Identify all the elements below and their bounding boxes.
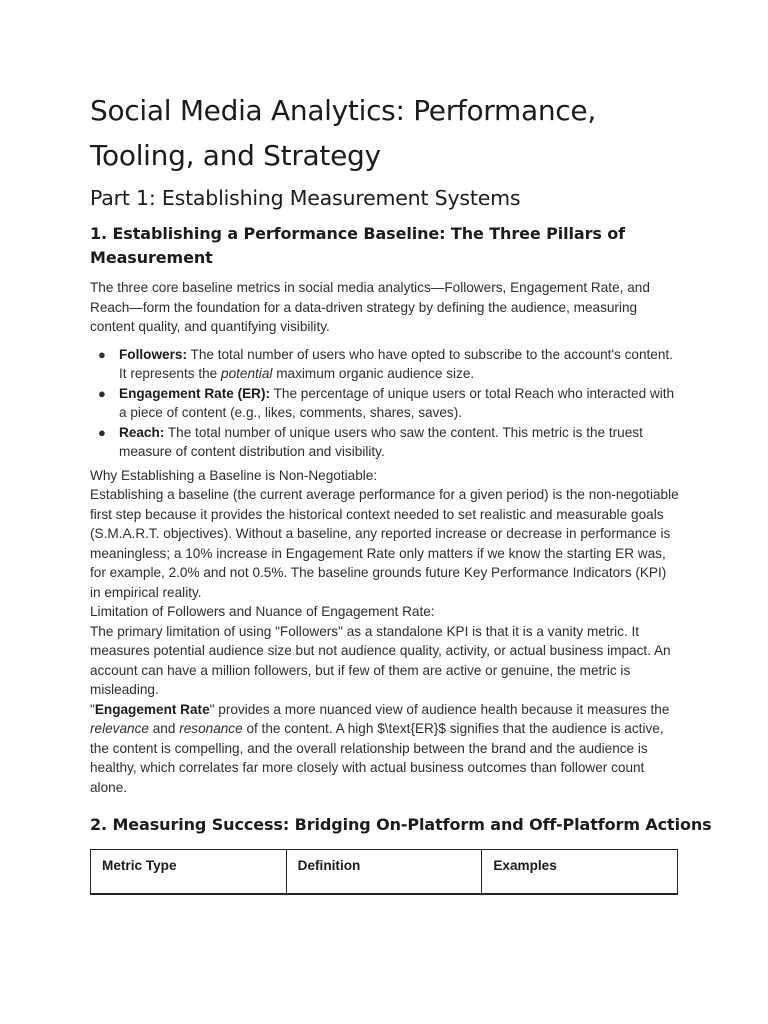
table-header-definition: Definition: [286, 850, 482, 895]
er-emphasis-relevance: relevance: [90, 721, 149, 736]
list-item: [90, 384, 680, 423]
engagement-rate-paragraph: [90, 700, 680, 798]
table-header-examples: Examples: [482, 850, 678, 895]
pillar-text: The total number of users who have opted to subscribe to the account's content. It represents the: [119, 346, 673, 381]
er-emphasis-resonance: resonance: [179, 721, 243, 736]
er-text-rest: of the content. A high $\text{ER}$ signifies that the audience is active, the content is compelling, and the overall relationship between the brand and the audience is healthy, which correlates far more closely with actual business outcomes than follower count alone.: [90, 721, 664, 795]
pillar-text-after: maximum organic audience size.: [272, 366, 475, 381]
document-page: [90, 88, 712, 895]
bullet-icon: ●: [98, 385, 106, 401]
list-item: [90, 345, 680, 384]
limitation-label: Limitation of Followers and Nuance of Engagement Rate:: [90, 604, 435, 619]
part-1-heading: Part 1: Establishing Measurement Systems: [90, 186, 521, 210]
baseline-body: Establishing a baseline (the current average performance for a given period) is the non-negotiable first step because it provides the historical context needed to set realistic and measurable goals (S.M.A.R.T. objectives). Without a baseline, any reported increase or decrease in performance is meaningless; a 10% increase in Engagement Rate only matters if we know the starting ER was, for example, 2.0% and not 0.5%. The baseline grounds future Key Performance Indicators (KPI) in empirical reality.: [90, 487, 679, 600]
section-2-heading: 2. Measuring Success: Bridging On-Platform and Off-Platform Actions: [90, 815, 712, 834]
quote-mark: ": [90, 701, 95, 717]
table-header-metric-type: Metric Type: [91, 850, 287, 895]
section-1-heading: 1. Establishing a Performance Baseline: The Three Pillars of Measurement: [90, 224, 626, 267]
er-text-mid: and: [148, 721, 180, 736]
bullet-icon: ●: [98, 346, 106, 362]
pillar-emphasis: potential: [221, 366, 273, 381]
pillar-term: Engagement Rate (ER):: [119, 385, 271, 401]
pillars-list: [90, 345, 680, 462]
er-term: Engagement Rate: [94, 701, 210, 717]
pillar-term: Reach:: [119, 424, 165, 440]
table-header-row: [91, 850, 678, 895]
pillar-text: The total number of unique users who saw the content. This metric is the truest measure of content distribution and visibility.: [119, 424, 643, 459]
document-title: Social Media Analytics: Performance, Tooling, and Strategy: [90, 94, 596, 172]
pillar-term: Followers:: [119, 346, 187, 362]
section-1-intro: The three core baseline metrics in social media analytics—Followers, Engagement Rate, and Reach—form the foundation for a data-driven strategy by defining the audience, measuring content quality, and quantifying visibility.: [90, 280, 650, 334]
bullet-icon: ●: [98, 424, 106, 440]
metrics-table: [90, 849, 678, 895]
list-item: [90, 423, 680, 462]
er-text: " provides a more nuanced view of audience health because it measures the: [209, 701, 670, 717]
limitation-body: The primary limitation of using "Followers" as a standalone KPI is that it is a vanity metric. It measures potential audience size but not audience quality, activity, or actual business impact. An account can have a million followers, but if few of them are active or genuine, the metric is misleading.: [90, 623, 671, 697]
baseline-label: Why Establishing a Baseline is Non-Negotiable:: [90, 467, 378, 483]
pillar-text: The percentage of unique users or total Reach who interacted with a piece of content (e.g., likes, comments, shares, saves).: [119, 385, 675, 420]
